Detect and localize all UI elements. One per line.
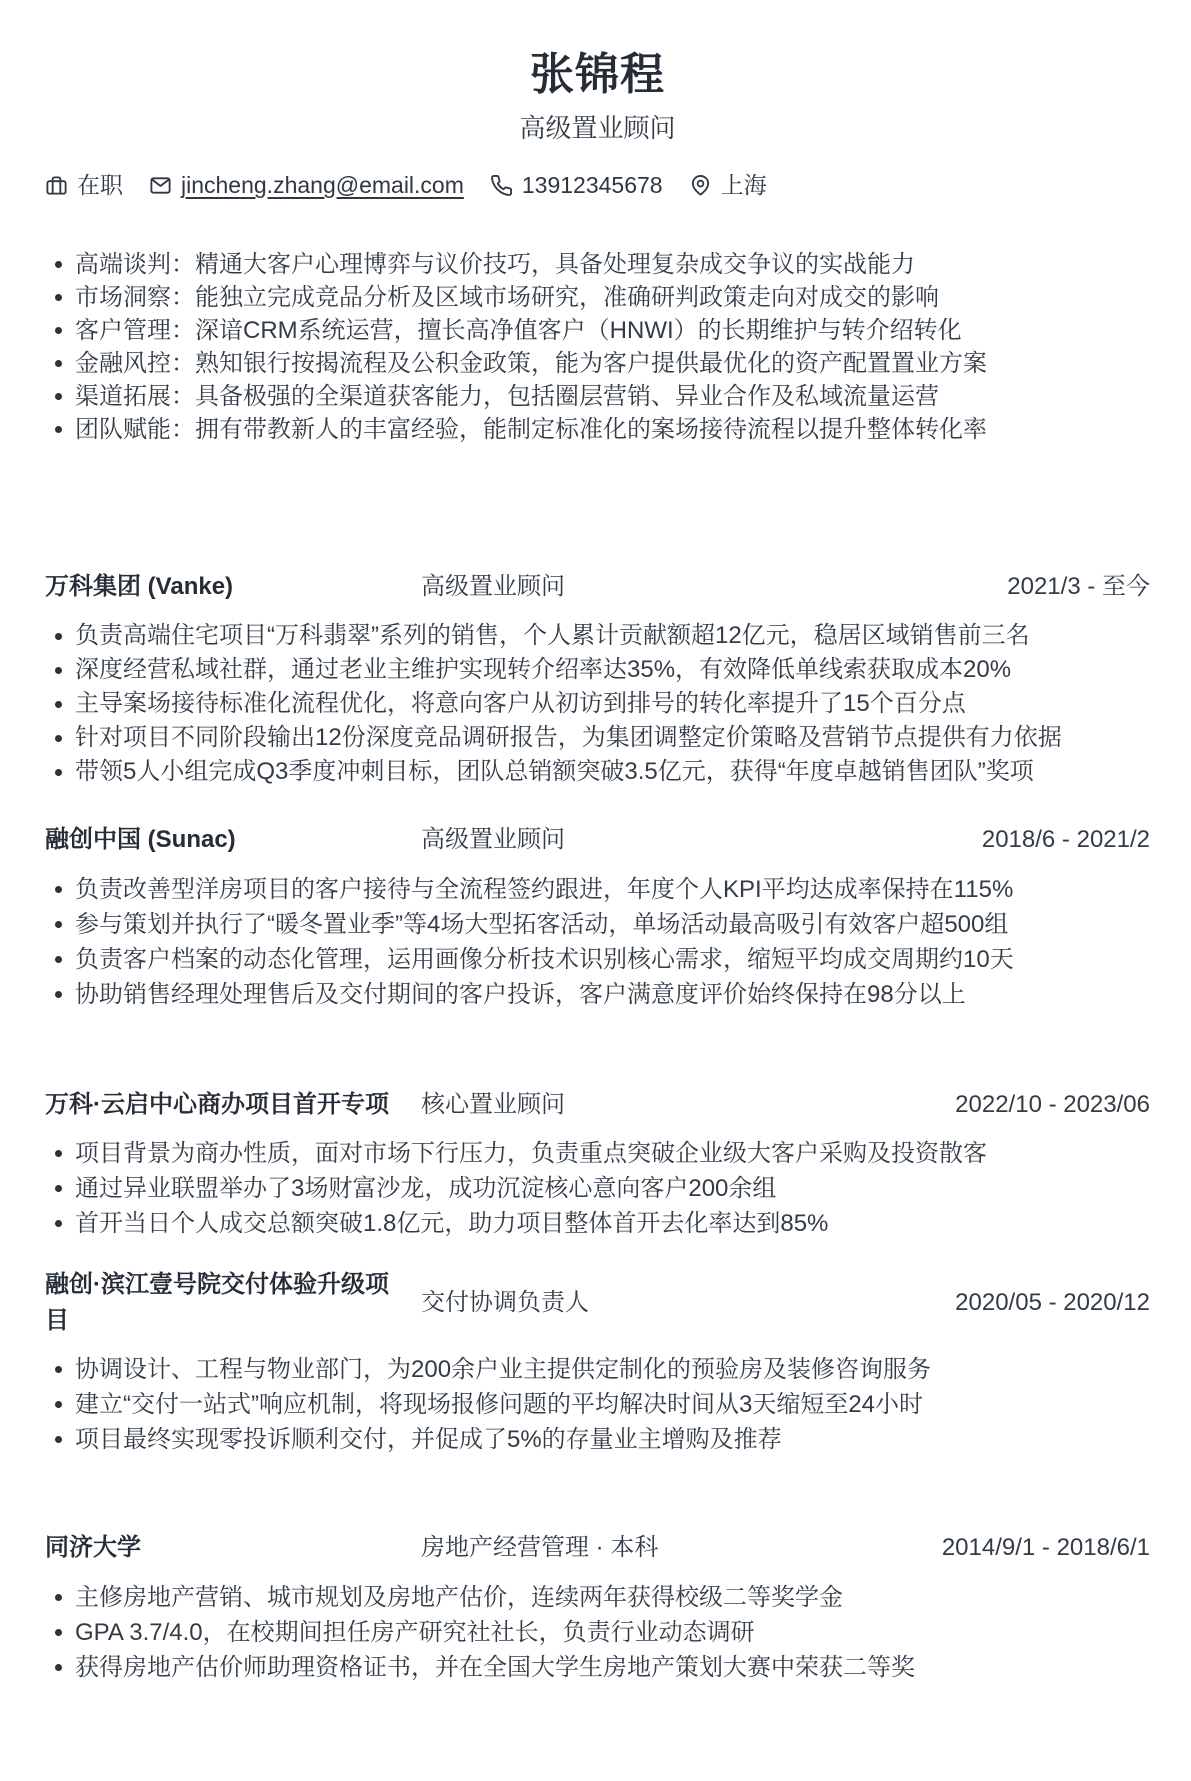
project-bullet: 建立“交付一站式”响应机制，将现场报修问题的平均解决时间从3天缩短至24小时 [45, 1387, 1150, 1422]
education-bullet: 获得房地产估价师助理资格证书，并在全国大学生房地产策划大赛中荣获二等奖 [45, 1650, 1150, 1685]
summary-section [45, 248, 1150, 446]
project-bullet: 项目背景为商办性质，面对市场下行压力，负责重点突破企业级大客户采购及投资散客 [45, 1136, 1150, 1171]
summary-list [45, 248, 1150, 446]
project-name: 万科·云启中心商办项目首开专项 [45, 1091, 389, 1118]
project-entry [45, 1267, 1150, 1457]
candidate-name: 张锦程 [530, 50, 665, 99]
company-name: 万科集团 (Vanke) [45, 573, 234, 600]
contact-email [149, 170, 464, 200]
contact-email-link[interactable]: jincheng.zhang@email.com [181, 172, 464, 198]
experience-section [45, 572, 1150, 1012]
project-entry-header [45, 1267, 1150, 1339]
entry-dates: 2021/3 - 至今 [1007, 573, 1150, 600]
experience-bullet: 参与策划并执行了“暖冬置业季”等4场大型拓客活动，单场活动最高吸引有效客户超500组 [45, 907, 1150, 942]
summary-item: 团队赋能：拥有带教新人的丰富经验，能制定标准化的案场接待流程以提升整体转化率 [45, 413, 1150, 446]
experience-bullet-list [45, 872, 1150, 1012]
experience-bullet: 主导案场接待标准化流程优化，将意向客户从初访到排号的转化率提升了15个百分点 [45, 687, 1150, 721]
experience-entry-header [45, 572, 1150, 602]
experience-bullet: 负责高端住宅项目“万科翡翠”系列的销售，个人累计贡献额超12亿元，稳居区域销售前三名 [45, 619, 1150, 653]
summary-item: 金融风控：熟知银行按揭流程及公积金政策，能为客户提供最优化的资产配置置业方案 [45, 347, 1150, 380]
entry-dates: 2014/9/1 - 2018/6/1 [941, 1534, 1150, 1561]
summary-item: 渠道拓展：具备极强的全渠道获客能力，包括圈层营销、异业合作及私域流量运营 [45, 380, 1150, 413]
experience-bullet: 深度经营私域社群，通过老业主维护实现转介绍率达35%，有效降低单线索获取成本20% [45, 653, 1150, 687]
project-entry-header [45, 1090, 1150, 1120]
education-bullet: GPA 3.7/4.0，在校期间担任房产研究社社长，负责行业动态调研 [45, 1615, 1150, 1650]
school-name: 同济大学 [45, 1534, 141, 1561]
experience-bullet: 带领5人小组完成Q3季度冲刺目标，团队总销额突破3.5亿元，获得“年度卓越销售团队”奖项 [45, 755, 1150, 789]
entry-dates: 2018/6 - 2021/2 [981, 826, 1150, 853]
project-bullet-list [45, 1352, 1150, 1457]
education-bullet-list [45, 1580, 1150, 1685]
briefcase-icon [45, 174, 68, 197]
candidate-job-title: 高级置业顾问 [519, 113, 676, 143]
project-name: 融创·滨江壹号院交付体验升级项目 [45, 1271, 389, 1334]
education-section [45, 1533, 1150, 1685]
mail-icon [149, 174, 172, 197]
summary-item: 客户管理：深谙CRM系统运营，擅长高净值客户（HNWI）的长期维护与转介绍转化 [45, 314, 1150, 347]
experience-entry [45, 572, 1150, 789]
contact-phone [490, 170, 663, 200]
company-name: 融创中国 (Sunac) [45, 826, 236, 853]
experience-bullet: 负责改善型洋房项目的客户接待与全流程签约跟进，年度个人KPI平均达成率保持在115% [45, 872, 1150, 907]
contact-phone-label: 13912345678 [521, 172, 663, 198]
entry-dates: 2020/05 - 2020/12 [955, 1289, 1150, 1316]
experience-entry [45, 825, 1150, 1012]
project-bullet: 通过异业联盟举办了3场财富沙龙，成功沉淀核心意向客户200余组 [45, 1171, 1150, 1206]
entry-role: 核心置业顾问 [421, 1091, 565, 1118]
project-entry [45, 1090, 1150, 1241]
projects-section [45, 1090, 1150, 1457]
degree: 房地产经营管理 · 本科 [421, 1534, 659, 1561]
experience-entry-header [45, 825, 1150, 855]
experience-bullet-list [45, 619, 1150, 789]
entry-role: 高级置业顾问 [421, 826, 565, 853]
education-entry-header [45, 1533, 1150, 1563]
experience-bullet: 负责客户档案的动态化管理，运用画像分析技术识别核心需求，缩短平均成交周期约10天 [45, 942, 1150, 977]
entry-role: 高级置业顾问 [421, 573, 565, 600]
experience-bullet: 针对项目不同阶段输出12份深度竞品调研报告，为集团调整定价策略及营销节点提供有力依据 [45, 721, 1150, 755]
entry-role: 交付协调负责人 [421, 1289, 589, 1316]
contact-status-label: 在职 [77, 172, 123, 198]
project-bullet: 协调设计、工程与物业部门，为200余户业主提供定制化的预验房及装修咨询服务 [45, 1352, 1150, 1387]
project-bullet: 首开当日个人成交总额突破1.8亿元，助力项目整体首开去化率达到85% [45, 1206, 1150, 1241]
contact-status [45, 170, 123, 200]
resume-header [45, 0, 1150, 144]
contact-location-label: 上海 [720, 172, 767, 198]
summary-item: 市场洞察：能独立完成竞品分析及区域市场研究，准确研判政策走向对成交的影响 [45, 281, 1150, 314]
entry-dates: 2022/10 - 2023/06 [955, 1091, 1150, 1118]
experience-bullet: 协助销售经理处理售后及交付期间的客户投诉，客户满意度评价始终保持在98分以上 [45, 977, 1150, 1012]
project-bullet-list [45, 1136, 1150, 1241]
contact-location [689, 170, 767, 200]
phone-icon [490, 174, 513, 197]
project-bullet: 项目最终实现零投诉顺利交付，并促成了5%的存量业主增购及推荐 [45, 1422, 1150, 1457]
contact-bar [45, 170, 1150, 200]
education-bullet: 主修房地产营销、城市规划及房地产估价，连续两年获得校级二等奖学金 [45, 1580, 1150, 1615]
summary-item: 高端谈判：精通大客户心理博弈与议价技巧，具备处理复杂成交争议的实战能力 [45, 248, 1150, 281]
location-pin-icon [689, 174, 712, 197]
